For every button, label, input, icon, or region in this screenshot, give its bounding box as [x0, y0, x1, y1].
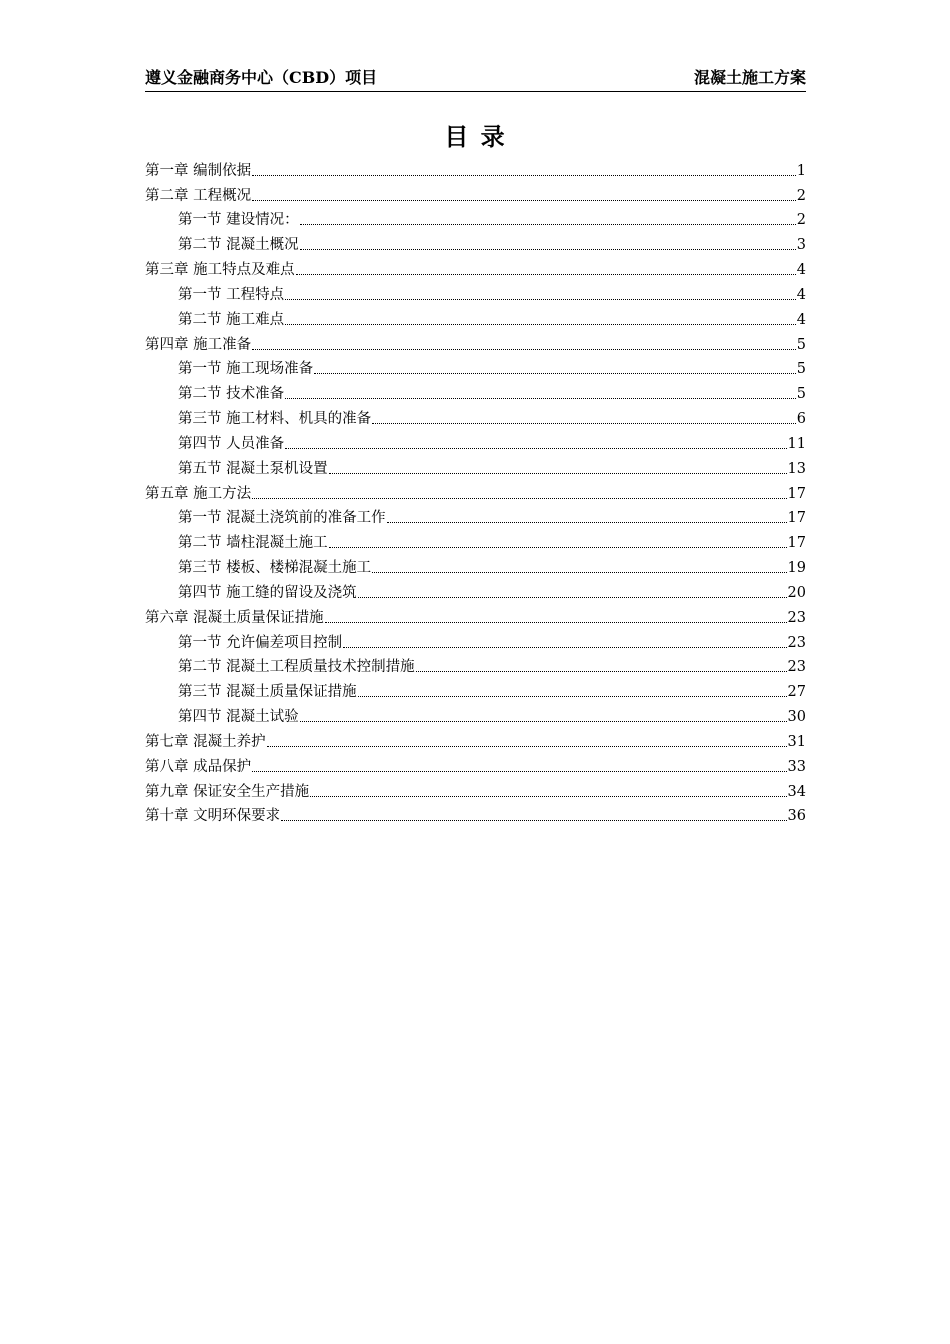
toc-entry-label: 第二节 混凝土概况 [178, 237, 299, 254]
toc-page-number: 33 [787, 758, 806, 775]
toc-section-entry[interactable] [145, 677, 806, 702]
toc-entry-label: 第八章 成品保护 [145, 758, 252, 775]
toc-section-entry[interactable] [145, 628, 806, 653]
page-header [145, 66, 806, 92]
toc-section-entry[interactable] [145, 305, 806, 330]
toc-entry-label: 第二节 墙柱混凝土施工 [178, 535, 328, 552]
toc-page-number: 4 [796, 311, 806, 328]
toc-entry-label: 第一章 编制依据 [145, 162, 252, 179]
toc-entry-label: 第四节 混凝土试验 [178, 709, 299, 726]
toc-entry-label: 第三章 施工特点及难点 [145, 262, 295, 279]
toc-section-entry[interactable] [145, 702, 806, 727]
toc-page-number: 3 [796, 237, 806, 254]
toc-page-number: 5 [796, 361, 806, 378]
toc-page-number: 2 [796, 212, 806, 229]
toc-dot-leader [329, 473, 787, 474]
toc-dot-leader [252, 498, 786, 499]
toc-page-number: 23 [787, 659, 806, 676]
toc-dot-leader [296, 274, 796, 275]
toc-section-entry[interactable] [145, 653, 806, 678]
toc-page-number: 30 [787, 709, 806, 726]
toc-page-number: 6 [796, 411, 806, 428]
toc-chapter-entry[interactable] [145, 156, 806, 181]
toc-entry-label: 第一节 允许偏差项目控制 [178, 634, 343, 651]
toc-section-entry[interactable] [145, 379, 806, 404]
toc-entry-label: 第四节 施工缝的留设及浇筑 [178, 584, 357, 601]
toc-entry-label: 第三节 混凝土质量保证措施 [178, 684, 357, 701]
toc-page-number: 5 [796, 386, 806, 403]
toc-section-entry[interactable] [145, 504, 806, 529]
toc-dot-leader [325, 622, 787, 623]
toc-dot-leader [285, 299, 796, 300]
toc-dot-leader [372, 423, 796, 424]
toc-section-entry[interactable] [145, 578, 806, 603]
toc-title: 目 录 [444, 122, 507, 151]
toc-section-entry[interactable] [145, 206, 806, 231]
toc-entry-label: 第三节 施工材料、机具的准备 [178, 411, 372, 428]
toc-entry-label: 第九章 保证安全生产措施 [145, 783, 310, 800]
toc-chapter-entry[interactable] [145, 802, 806, 827]
toc-entry-label: 第四章 施工准备 [145, 336, 252, 353]
toc-chapter-entry[interactable] [145, 255, 806, 280]
toc-entry-label: 第一节 施工现场准备 [178, 361, 314, 378]
toc-page-number: 34 [787, 783, 806, 800]
toc-entry-label: 第二节 技术准备 [178, 386, 285, 403]
toc-entry-label: 第七章 混凝土养护 [145, 733, 266, 750]
header-document-title: 混凝土施工方案 [693, 68, 806, 87]
toc-page-number: 11 [787, 435, 806, 452]
toc-chapter-entry[interactable] [145, 752, 806, 777]
toc-dot-leader [252, 349, 796, 350]
toc-page-number: 36 [787, 808, 806, 825]
toc-entry-label: 第五章 施工方法 [145, 485, 252, 502]
toc-dot-leader [372, 572, 786, 573]
toc-page-number: 4 [796, 262, 806, 279]
toc-dot-leader [310, 796, 786, 797]
toc-section-entry[interactable] [145, 280, 806, 305]
toc-dot-leader [300, 721, 787, 722]
toc-dot-leader [252, 771, 786, 772]
toc-page-number: 27 [787, 684, 806, 701]
toc-section-entry[interactable] [145, 429, 806, 454]
toc-page-number: 5 [796, 336, 806, 353]
toc-page-number: 23 [787, 609, 806, 626]
toc-entry-label: 第二章 工程概况 [145, 187, 252, 204]
toc-entry-label: 第二节 混凝土工程质量技术控制措施 [178, 659, 415, 676]
toc-dot-leader [358, 696, 787, 697]
toc-chapter-entry[interactable] [145, 479, 806, 504]
toc-page-number: 13 [787, 460, 806, 477]
toc-section-entry[interactable] [145, 404, 806, 429]
toc-entry-label: 第一节 工程特点 [178, 286, 285, 303]
toc-dot-leader [300, 249, 796, 250]
toc-dot-leader [387, 522, 787, 523]
toc-dot-leader [300, 224, 796, 225]
toc-page-number: 4 [796, 286, 806, 303]
toc-dot-leader [285, 448, 786, 449]
toc-chapter-entry[interactable] [145, 603, 806, 628]
toc-dot-leader [343, 647, 786, 648]
toc-section-entry[interactable] [145, 230, 806, 255]
toc-chapter-entry[interactable] [145, 777, 806, 802]
toc-dot-leader [267, 746, 787, 747]
toc-page-number: 17 [787, 485, 806, 502]
toc-section-entry[interactable] [145, 454, 806, 479]
toc-dot-leader [285, 324, 796, 325]
toc-dot-leader [314, 373, 796, 374]
toc-section-entry[interactable] [145, 528, 806, 553]
toc-page-number: 1 [796, 162, 806, 179]
toc-entry-label: 第三节 楼板、楼梯混凝土施工 [178, 560, 372, 577]
toc-page-number: 19 [787, 560, 806, 577]
toc-page-number: 31 [787, 733, 806, 750]
toc-chapter-entry[interactable] [145, 727, 806, 752]
toc-entry-label: 第五节 混凝土泵机设置 [178, 460, 328, 477]
toc-dot-leader [281, 820, 786, 821]
toc-chapter-entry[interactable] [145, 181, 806, 206]
toc-list [145, 156, 806, 826]
toc-entry-label: 第二节 施工难点 [178, 311, 285, 328]
toc-entry-label: 第六章 混凝土质量保证措施 [145, 609, 324, 626]
toc-section-entry[interactable] [145, 553, 806, 578]
toc-dot-leader [329, 547, 787, 548]
toc-page-number: 17 [787, 535, 806, 552]
toc-page-number: 20 [787, 584, 806, 601]
toc-dot-leader [416, 671, 787, 672]
toc-page-number: 23 [787, 634, 806, 651]
toc-dot-leader [285, 398, 796, 399]
toc-section-entry[interactable] [145, 355, 806, 380]
toc-page-number: 2 [796, 187, 806, 204]
toc-entry-label: 第一节 混凝土浇筑前的准备工作 [178, 510, 386, 527]
toc-entry-label: 第十章 文明环保要求 [145, 808, 281, 825]
toc-dot-leader [252, 175, 796, 176]
toc-dot-leader [358, 597, 787, 598]
toc-chapter-entry[interactable] [145, 330, 806, 355]
toc-entry-label: 第一节 建设情况： [178, 212, 299, 229]
header-project-name: 遵义金融商务中心（CBD）项目 [145, 68, 378, 87]
toc-dot-leader [252, 200, 796, 201]
toc-entry-label: 第四节 人员准备 [178, 435, 285, 452]
toc-page-number: 17 [787, 510, 806, 527]
